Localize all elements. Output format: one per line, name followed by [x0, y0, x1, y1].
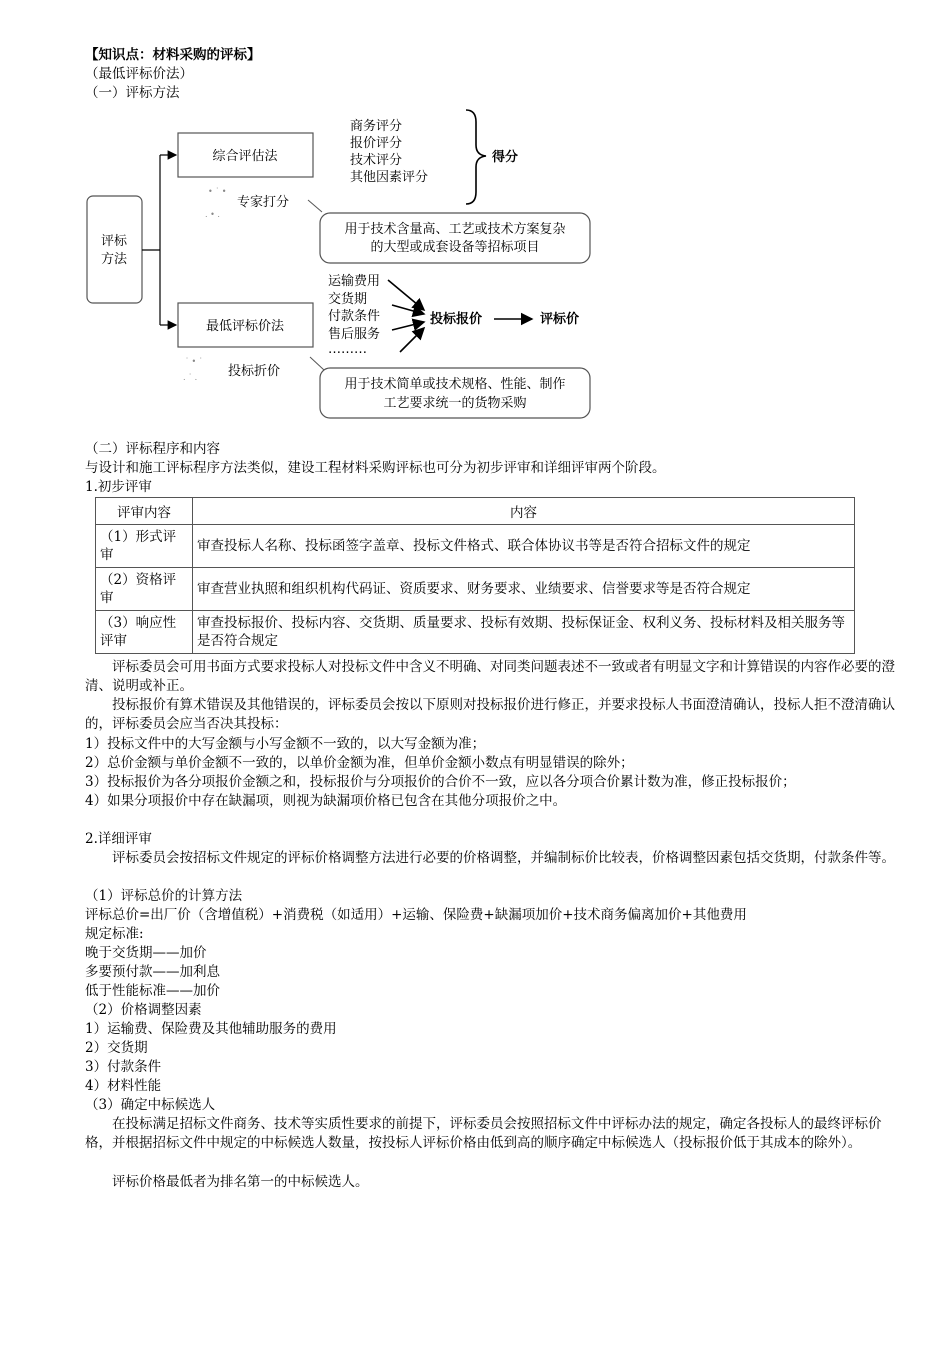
rule-item: 4）如果分项报价中存在缺漏项，则视为缺漏项价格已包含在其他分项报价之中。 — [85, 793, 567, 809]
method2-item: 售后服务 — [328, 327, 381, 342]
root-box — [87, 196, 142, 303]
table-row — [96, 568, 855, 611]
method1-item: 商务评分 — [350, 119, 403, 134]
prelim-title: 1.初步评审 — [85, 479, 152, 495]
method1-note-line1: 用于技术含量高、工艺或技术方案复杂 — [344, 222, 566, 237]
review-table — [95, 497, 855, 654]
table-cell: 审查营业执照和组织机构代码证、资质要求、财务要求、业绩要求、信誉要求等是否符合规定 — [193, 568, 855, 611]
table-row — [96, 611, 855, 654]
section-2-title: （二）评标程序和内容 — [85, 441, 220, 457]
method1-note-line2: 的大型或成套设备等招标项目 — [370, 240, 540, 255]
expert-icon: • ˙ • — [208, 187, 227, 196]
evaluation-method-diagram — [80, 100, 620, 425]
table-header: 内容 — [193, 498, 855, 525]
detail-title: 2.详细评审 — [85, 831, 152, 847]
factor-title: （2）价格调整因素 — [85, 1002, 202, 1018]
discount-icon: ˙ • ˙ — [185, 357, 203, 366]
brace — [466, 110, 486, 204]
method1-label: 综合评估法 — [212, 149, 278, 164]
discount-label: 投标折价 — [228, 364, 281, 379]
method2-item: ……… — [328, 342, 367, 357]
rule-item: 2）总价金额与单价金额不一致的，以单价金额为准，但单价金额小数点有明显错误的除外； — [85, 755, 634, 771]
section-2-intro: 与设计和施工评标程序方法类似，建设工程材料采购评标也可分为初步评审和详细评审两个阶段。 — [85, 460, 666, 476]
para-correction: 投标报价有算术错误及其他错误的，评标委员会按以下原则对投标报价进行修正，并要求投标人书面澄清确认，投标人拒不澄清确认的，评标委员会应当否决其投标： — [85, 697, 895, 732]
method1-item: 报价评分 — [350, 136, 403, 151]
table-cell: （2）资格评审 — [96, 568, 193, 611]
page-title: 【知识点：材料采购的评标】 — [85, 47, 261, 63]
rule-item: 3）投标报价为各分项报价金额之和，投标报价与分项报价的合价不一致，应以各分项合价累计数为准，修正投标报价； — [85, 774, 796, 790]
method2-label: 最低评标价法 — [205, 319, 285, 334]
formula: 评标总价=出厂价（含增值税）+消费税（如适用）+运输、保险费+缺漏项加价+技术商务偏离加价+其他费用 — [85, 907, 747, 923]
candidate-para: 在投标满足招标文件商务、技术等实质性要求的前提下，评标委员会按照招标文件中评标办法的规定，确定各投标人的最终评标价格，并根据招标文件中规定的中标候选人数量，按投标人评标价格由低到高的顺序确定中标候选人（投标报价低于其成本的除外）。 — [85, 1116, 882, 1151]
factor-item: 4）材料性能 — [85, 1078, 162, 1094]
table-header: 评审内容 — [96, 498, 193, 525]
factor-item: 2）交货期 — [85, 1040, 148, 1056]
method1-item: 技术评分 — [350, 153, 403, 168]
method2-item: 运输费用 — [328, 274, 381, 289]
method2-item: 交货期 — [328, 292, 368, 307]
factor-item: 3）付款条件 — [85, 1059, 162, 1075]
method2-note-line1: 用于技术简单或技术规格、性能、制作 — [344, 377, 566, 392]
eval-price-label: 评标价 — [540, 312, 580, 327]
calc-title: （1）评标总价的计算方法 — [85, 888, 243, 904]
std-item: 晚于交货期——加价 — [85, 945, 207, 961]
method1-note-box — [320, 213, 590, 263]
candidate-title: （3）确定中标候选人 — [85, 1097, 216, 1113]
root-label-line2: 方法 — [100, 252, 128, 267]
root-label-line1: 评标 — [100, 234, 128, 249]
svg-text:. ˙ .: . ˙ . — [183, 373, 198, 382]
method2-item: 付款条件 — [328, 309, 381, 324]
svg-text:. • .: . • . — [205, 210, 220, 219]
table-row — [96, 525, 855, 568]
page-subtitle: （最低评标价法） — [85, 66, 193, 82]
detail-intro: 评标委员会按招标文件规定的评标价格调整方法进行必要的价格调整，并编制标价比较表，价格调整因素包括交货期，付款条件等。 — [112, 850, 895, 866]
std-item: 低于性能标准——加价 — [85, 983, 220, 999]
method2-note-line2: 工艺要求统一的货物采购 — [383, 396, 527, 411]
table-cell: （3）响应性评审 — [96, 611, 193, 654]
table-cell: （1）形式评审 — [96, 525, 193, 568]
factor-item: 1）运输费、保险费及其他辅助服务的费用 — [85, 1021, 337, 1037]
bid-price-label: 投标报价 — [430, 312, 483, 327]
rule-item: 1）投标文件中的大写金额与小写金额不一致的，以大写金额为准； — [85, 736, 486, 752]
para-clarify: 评标委员会可用书面方式要求投标人对投标文件中含义不明确、对同类问题表述不一致或者有明显文字和计算错误的内容作必要的澄清、说明或补正。 — [85, 659, 895, 694]
expert-label: 专家打分 — [237, 195, 290, 210]
table-cell: 审查投标人名称、投标函签字盖章、投标文件格式、联合体协议书等是否符合招标文件的规定 — [193, 525, 855, 568]
table-cell: 审查投标报价、投标内容、交货期、质量要求、投标有效期、投标保证金、权利义务、投标材料及相关服务等是否符合规定 — [193, 611, 855, 654]
score-label: 得分 — [492, 150, 519, 165]
std-title: 规定标准: — [85, 926, 144, 942]
final-line: 评标价格最低者为排名第一的中标候选人。 — [112, 1174, 369, 1190]
section-1-title: （一）评标方法 — [85, 85, 180, 101]
std-item: 多要预付款——加利息 — [85, 964, 220, 980]
method1-item: 其他因素评分 — [350, 170, 429, 185]
